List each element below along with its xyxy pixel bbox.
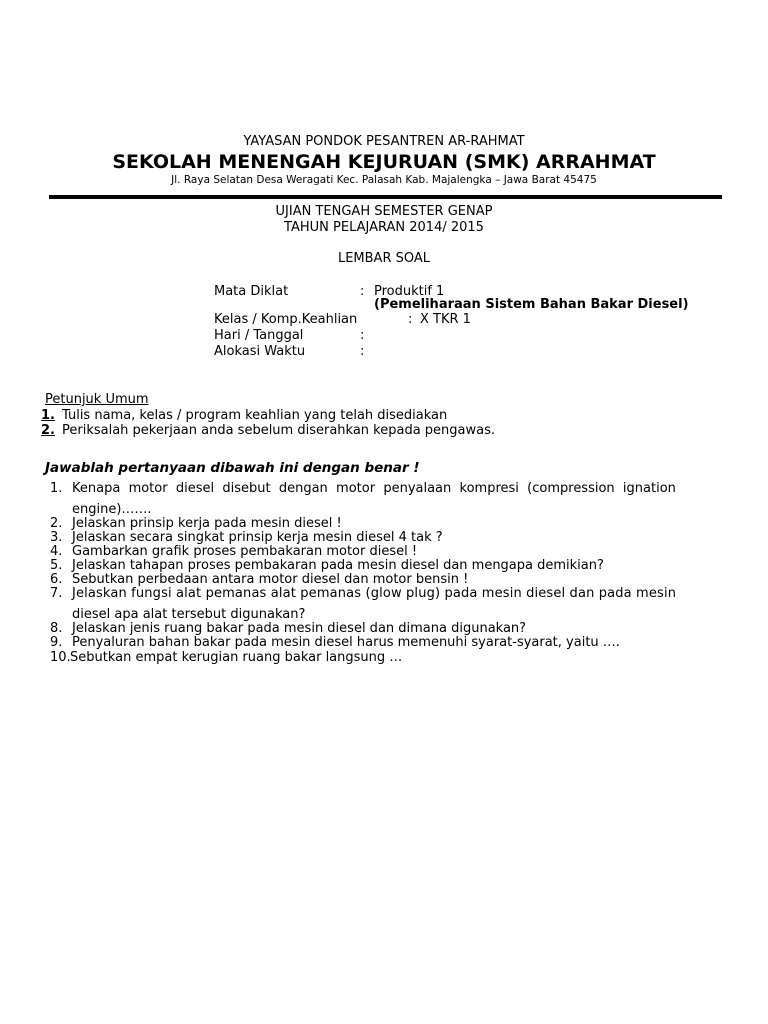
question-number: 7. [50,586,63,601]
question-text: Sebutkan perbedaan antara motor diesel dan motor bensin ! [72,572,469,587]
question-number: 4. [50,544,63,559]
question-text: Jelaskan jenis ruang bakar pada mesin diesel dan dimana digunakan? [72,621,527,636]
instruction-number: 2. [41,423,55,438]
instruction-text: Periksalah pekerjaan anda sebelum diserahkan kepada pengawas. [62,423,496,438]
question-text-continued: diesel apa alat tersebut digunakan? [72,607,306,622]
info-value-subject: Produktif 1 [374,284,445,299]
sheet-title: LEMBAR SOAL [337,251,431,266]
info-label-time: Alokasi Waktu [214,344,306,359]
question-number: 8. [50,621,63,636]
instructions-heading: Petunjuk Umum [45,392,149,407]
question-text: Sebutkan empat kerugian ruang bakar langsung … [70,650,403,665]
exam-year: TAHUN PELAJARAN 2014/ 2015 [284,220,484,235]
question-text: Penyaluran bahan bakar pada mesin diesel harus memenuhi syarat-syarat, yaitu …. [72,635,620,650]
info-value-subject-detail: (Pemeliharaan Sistem Bahan Bakar Diesel) [374,297,689,312]
info-label-date: Hari / Tanggal [214,328,304,343]
question-text: Jelaskan fungsi alat pemanas alat pemanas (glow plug) pada mesin diesel dan pada mesin [72,586,677,601]
question-number: 6. [50,572,63,587]
question-text-continued: engine)……. [72,502,152,517]
question-number: 10. [50,650,71,665]
exam-title: UJIAN TENGAH SEMESTER GENAP [275,204,493,219]
school-address: Jl. Raya Selatan Desa Weragati Kec. Palasah Kab. Majalengka – Jawa Barat 45475 [171,174,597,186]
questions-heading: Jawablah pertanyaan dibawah ini dengan benar ! [45,460,420,476]
question-text: Jelaskan secara singkat prinsip kerja mesin diesel 4 tak ? [72,530,443,545]
info-colon-time: : [360,344,365,359]
school-name: SEKOLAH MENENGAH KEJURUAN (SMK) ARRAHMAT [112,151,656,173]
instruction-text: Tulis nama, kelas / program keahlian yang telah disediakan [62,408,448,423]
info-label-class: Kelas / Komp.Keahlian [214,312,358,327]
question-number: 5. [50,558,63,573]
question-number: 1. [50,481,63,496]
foundation-name: YAYASAN PONDOK PESANTREN AR-RAHMAT [243,134,525,149]
instruction-number: 1. [41,408,55,423]
question-text: Jelaskan tahapan proses pembakaran pada mesin diesel dan mengapa demikian? [72,558,604,573]
question-number: 3. [50,530,63,545]
question-text: Gambarkan grafik proses pembakaran motor diesel ! [72,544,418,559]
info-colon-date: : [360,328,365,343]
question-text: Jelaskan prinsip kerja pada mesin diesel ! [72,516,342,531]
question-text: Kenapa motor diesel disebut dengan motor penyalaan kompresi (compression ignation [72,481,676,496]
question-number: 2. [50,516,63,531]
info-colon-subject: : [360,284,365,299]
info-label-subject: Mata Diklat [214,284,289,299]
info-value-class: X TKR 1 [420,312,471,327]
header-divider [49,195,722,199]
info-colon-class: : [408,312,413,327]
question-number: 9. [50,635,63,650]
